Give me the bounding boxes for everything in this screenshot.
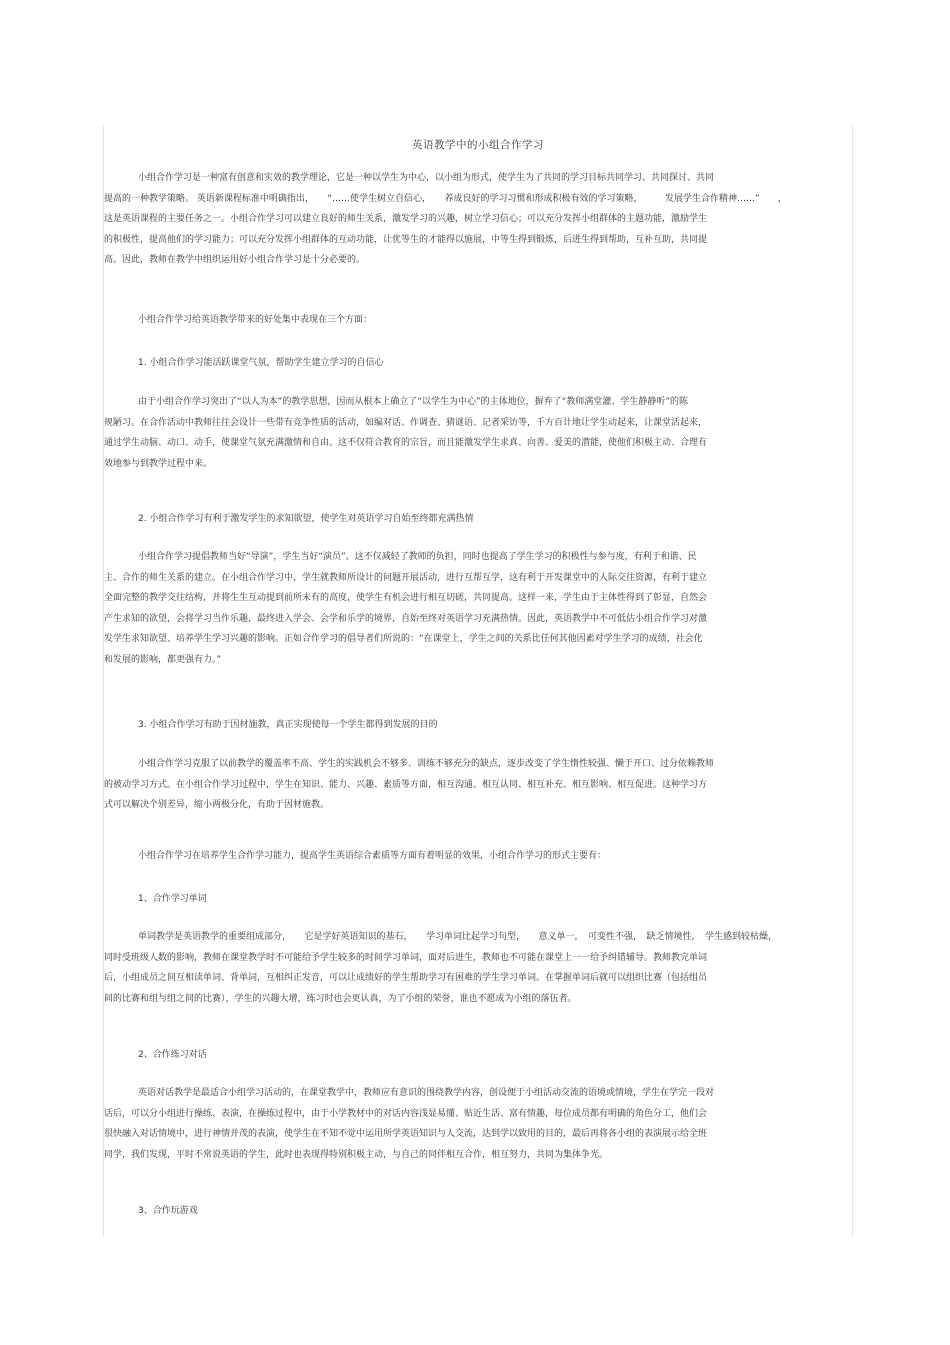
text-line: 单词教学是英语教学的重要组成部分， 它是学好英语知识的基石， 学习单词比起学习句型， 意义单一， 可变性不强， 缺乏情境性， 学生感到较枯燥， (138, 932, 778, 942)
document-page (103, 125, 853, 1237)
text-line: 主、合作的师生关系的建立。在小组合作学习中，学生就教师所设计的问题开展活动，进行互帮互学，这有利于开发课堂中的人际交往资源，有利于建立 (104, 572, 708, 583)
section-heading-1: 1. 小组合作学习能活跃课堂气氛，帮助学生建立学习的自信心 (138, 358, 384, 368)
text-line: 发学生求知欲望、培养学生学习兴趣的影响。正如合作学习的倡导者们所说的：“在课堂上，学生之间的关系比任何其他因素对学生学习的成绩，社会化 (104, 634, 703, 644)
paragraph-form-2 (104, 1083, 714, 1165)
text-line: 话后，可以分小组进行操练、表演，在操练过程中，由于小学教材中的对话内容浅显易懂、贴近生活、富有情趣，每位成员都有明确的角色分工，他们会 (104, 1108, 708, 1119)
text-line: 式可以解决个别差异，缩小两极分化，有助于因材施教。 (104, 800, 330, 810)
text-line: 小组合作学习是一种富有创意和实效的教学理论，它是一种以学生为中心，以小组为形式，使学生为了共同的学习目标共同学习、共同探讨、共同 (138, 173, 715, 183)
text-line: 小组合作学习给英语教学带来的好处集中表现在三个方面： (138, 315, 373, 325)
paragraph-form-1 (104, 927, 777, 1009)
text-line: 同时受班级人数的影响，教师在课堂教学时不可能给予学生较多的时间学习单词，面对后进生，教师也不可能在课堂上一一给予纠错辅导。教师教完单词 (104, 952, 708, 963)
section-heading-2: 2. 小组合作学习有利于激发学生的求知欲望，使学生对英语学习自始至终都充满热情 (138, 514, 474, 524)
text-line: 规陋习。在合作活动中教师往往会设计一些带有竞争性质的活动，如编对话、作调查、猜谜语、记者采访等，千方百计地让学生动起来，让课堂活起来， (104, 417, 708, 428)
section-heading-3: 3. 小组合作学习有助于因材施教，真正实现使每一个学生都得到发展的目的 (138, 720, 438, 730)
form-heading-2: 2、合作练习对话 (138, 1050, 207, 1060)
text-line: 的积极性，提高他们的学习能力；可以充分发挥小组群体的互动功能，让优等生的才能得以施展，中等生得到锻炼，后进生得到帮助，互补互助，共同提 (104, 234, 708, 245)
text-line: 提高的一种教学策略。 英语新课程标准中明确指出， “……使学生树立自信心， 养成良好的学习习惯和形成积极有效的学习策略， 发展学生合作精神……” ， (104, 193, 787, 204)
text-line: 后，小组成员之间互相读单词、背单词，互相纠正发音，可以让成绩好的学生帮助学习有困难的学生学习单词。在掌握单词后就可以组织比赛（包括组员 (104, 973, 708, 983)
text-line: 小组合作学习克服了以前教学的覆盖率不高、学生的实践机会不够多、训练不够充分的缺点，逐步改变了学生惰性较强、懒于开口、过分依赖教师 (138, 759, 715, 769)
text-line: 这是英语课程的主要任务之一。小组合作学习可以建立良好的师生关系，激发学习的兴趣，树立学习信心；可以充分发挥小组群体的主题功能，激励学生 (104, 214, 708, 224)
text-line: 小组合作学习提倡教师当好“导演”，学生当好“演员”。这不仅减轻了教师的负担，同时也提高了学生学习的积极性与参与度，有利于和谐、民 (138, 552, 697, 562)
text-line: 很快融入对话情境中，进行神情并茂的表演，使学生在不知不觉中运用所学英语知识与人交流，达到学以致用的目的，最后再将各小组的表演展示给全班 (104, 1129, 708, 1139)
text-line: 高。因此，教师在教学中组织运用好小组合作学习是十分必要的。 (104, 255, 366, 265)
text-line: 的被动学习方式。在小组合作学习过程中，学生在知识、能力、兴趣、素质等方面，相互沟通、相互认同、相互补充、相互影响、相互促进。这种学习方 (104, 779, 708, 790)
text-line: 效地参与到教学过程中来。 (104, 458, 213, 469)
text-line: 通过学生动脑、动口、动手，使课堂气氛充满激情和自由。这不仅符合教育的宗旨，而且能激发学生求真、向善、爱美的潜能，使他们积极主动、合理有 (104, 438, 708, 448)
form-heading-1: 1、合作学习单词 (138, 894, 207, 904)
text-line: 全面完整的教学交往结构，并将生生互动提到前所未有的高度，使学生有机会进行相互切磋，共同提高。这样一来，学生由于主体性得到了彰显，自然会 (104, 593, 708, 603)
text-line: 和发展的影响，都更强有力。” (104, 654, 222, 665)
text-line: 小组合作学习在培养学生合作学习能力，提高学生英语综合素质等方面有着明显的效果，小组合作学习的形式主要有： (138, 851, 607, 861)
paragraph-intro (104, 168, 787, 271)
text-line: 英语对话教学是最适合小组学习活动的，在课堂教学中，教师应有意识的围绕教学内容，创设便于小组活动交流的语境或情境，学生在学完一段对 (138, 1088, 715, 1098)
paragraph-benefits-intro (104, 310, 372, 331)
document-title: 英语教学中的小组合作学习 (412, 139, 544, 151)
text-line: 同学，我们发现，平时不常说英语的学生，此时也表现得特别积极主动，与自己的同伴相互合作，相互努力，共同为集体争光。 (104, 1149, 609, 1160)
text-line: 产生求知的欲望，会将学习当作乐趣，最终进入学会、会学和乐学的境界，自始至终对英语学习充满热情。因此，英语教学中不可低估小组合作学习对激 (104, 613, 708, 624)
paragraph-section-3 (104, 754, 714, 816)
paragraph-section-1 (104, 392, 707, 474)
paragraph-section-2 (104, 547, 707, 670)
text-line: 由于小组合作学习突出了“以人为本”的教学思想，因而从根本上确立了“以学生为中心”的主体地位，摒弃了“教师满堂灌、学生静静听”的陈 (138, 397, 688, 407)
paragraph-forms-intro (104, 846, 606, 867)
form-heading-3: 3、合作玩游戏 (138, 1206, 198, 1216)
text-line: 间的比赛和组与组之间的比赛），学生的兴趣大增，练习时也会更认真，为了小组的荣誉，谁也不愿成为小组的落伍者。 (104, 993, 577, 1004)
